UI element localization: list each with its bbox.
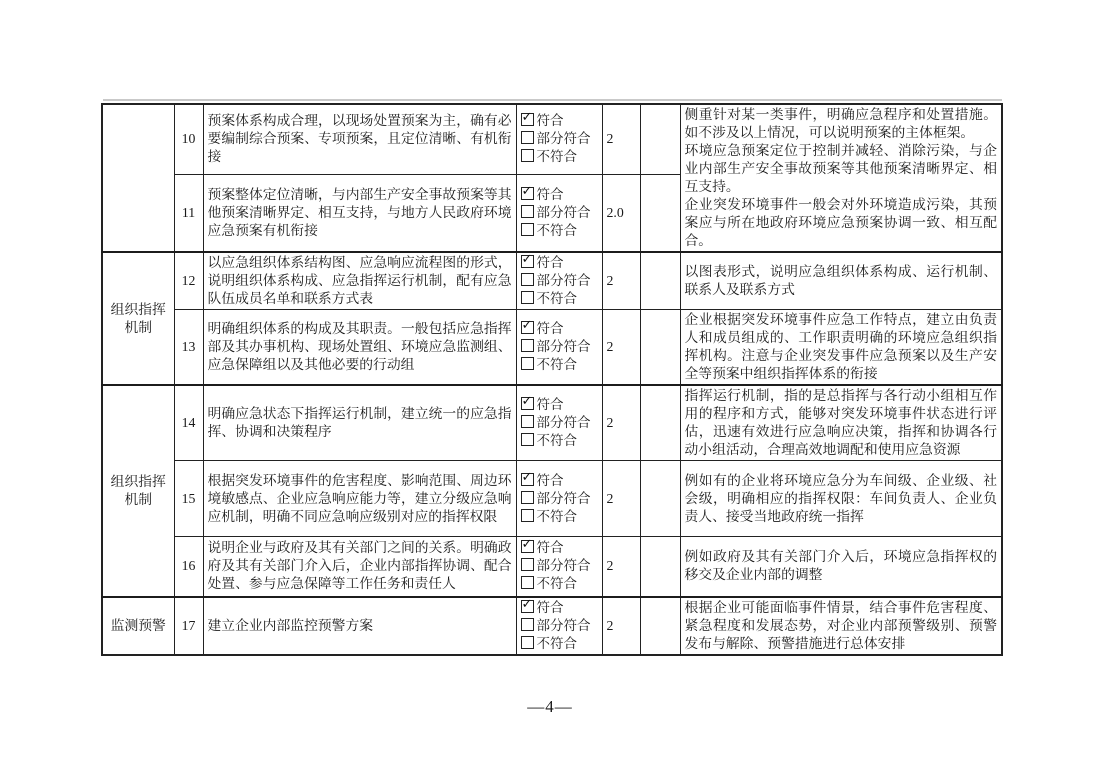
table-row bbox=[102, 252, 1002, 310]
conformity-options bbox=[516, 252, 602, 310]
checkbox-checked-icon bbox=[521, 473, 534, 486]
checkbox-unchecked-icon bbox=[521, 618, 534, 631]
option-nonconform bbox=[521, 508, 598, 526]
criterion-cell: 说明企业与政府及其有关部门之间的关系。明确政府及其有关部门介入后，企业内部指挥协调、配合处置、参与应急保障等工作任务和责任人 bbox=[203, 537, 516, 597]
option-label: 符合 bbox=[536, 472, 564, 488]
option-nonconform bbox=[521, 290, 598, 308]
criterion-cell: 以应急组织体系结构图、应急响应流程图的形式，说明组织体系构成、应急指挥运行机制，配有应急队伍成员名单和联系方式表 bbox=[203, 252, 516, 310]
checkbox-unchecked-icon bbox=[521, 291, 534, 304]
option-partial-conform bbox=[521, 338, 598, 356]
item-number: 14 bbox=[174, 385, 203, 461]
conformity-options bbox=[516, 310, 602, 386]
table-row bbox=[102, 310, 1002, 386]
conformity-options bbox=[516, 597, 602, 655]
blank-score-cell bbox=[640, 597, 680, 655]
criterion-cell: 根据突发环境事件的危害程度、影响范围、周边环境敏感点、企业应急响应能力等，建立分级应急响应机制，明确不同应急响应级别对应的指挥权限 bbox=[203, 461, 516, 537]
option-nonconform bbox=[521, 356, 598, 374]
blank-score-cell bbox=[640, 310, 680, 386]
option-conform bbox=[521, 539, 598, 557]
option-label: 部分符合 bbox=[536, 131, 591, 147]
score-cell: 2 bbox=[602, 461, 640, 537]
table-row bbox=[102, 385, 1002, 461]
option-label: 符合 bbox=[536, 321, 564, 336]
option-partial-conform bbox=[521, 490, 598, 508]
conformity-options bbox=[516, 385, 602, 461]
option-label: 不符合 bbox=[536, 635, 577, 651]
checkbox-checked-icon bbox=[521, 540, 534, 553]
remark-cell: 例如有的企业将环境应急分为车间级、企业级、社会级，明确相应的指挥权限：车间负责人、企业负责人、接受当地政府统一指挥 bbox=[680, 461, 1002, 537]
conformity-options bbox=[516, 537, 602, 597]
score-cell: 2 bbox=[602, 104, 640, 174]
option-nonconform bbox=[521, 222, 598, 240]
table-row bbox=[102, 537, 1002, 597]
blank-score-cell bbox=[640, 461, 680, 537]
remark-cell: 例如政府及其有关部门介入后，环境应急指挥权的移交及企业内部的调整 bbox=[680, 537, 1002, 597]
blank-score-cell bbox=[640, 174, 680, 252]
blank-score-cell bbox=[640, 537, 680, 597]
option-label: 部分符合 bbox=[536, 558, 591, 574]
checkbox-unchecked-icon bbox=[521, 273, 534, 286]
criterion-cell: 明确组织体系的构成及其职责。一般包括应急指挥部及其办事机构、现场处置组、环境应急监测组、应急保障组以及其他必要的行动组 bbox=[203, 310, 516, 386]
checkbox-unchecked-icon bbox=[521, 433, 534, 446]
category-cell: 组织指挥机制 bbox=[102, 252, 174, 385]
checkbox-unchecked-icon bbox=[521, 205, 534, 218]
remark-paragraph: 企业突发环境事件一般会对外环境造成污染，其预案应与所在地政府环境应急预案协调一致、相互配合。 bbox=[684, 197, 997, 248]
option-label: 符合 bbox=[536, 397, 564, 412]
remark-cell: 企业根据突发环境事件应急工作特点，建立由负责人和成员组成的、工作职责明确的环境应急组织指挥机构。注意与企业突发事件应急预案以及生产安全等预案中组织指挥体系的衔接 bbox=[680, 310, 1002, 386]
option-label: 不符合 bbox=[536, 576, 577, 592]
remark-paragraph: 侧重针对某一类事件，明确应急程序和处置措施。如不涉及以上情况，可以说明预案的主体框架。 bbox=[684, 107, 997, 140]
item-number: 10 bbox=[174, 104, 203, 174]
blank-score-cell bbox=[640, 252, 680, 310]
conformity-options bbox=[516, 461, 602, 537]
checkbox-unchecked-icon bbox=[521, 636, 534, 649]
checkbox-checked-icon bbox=[521, 255, 534, 268]
checkbox-unchecked-icon bbox=[521, 149, 534, 162]
remark-cell: 以图表形式，说明应急组织体系构成、运行机制、联系人及联系方式 bbox=[680, 252, 1002, 310]
checkbox-unchecked-icon bbox=[521, 509, 534, 522]
item-number: 15 bbox=[174, 461, 203, 537]
option-partial-conform bbox=[521, 617, 598, 635]
page-number: —4— bbox=[527, 697, 573, 716]
checkbox-unchecked-icon bbox=[521, 131, 534, 144]
option-nonconform bbox=[521, 635, 598, 653]
checkbox-checked-icon bbox=[521, 321, 534, 334]
checkbox-checked-icon bbox=[521, 113, 534, 126]
option-label: 不符合 bbox=[536, 433, 577, 448]
remark-cell: 指挥运行机制，指的是总指挥与各行动小组相互作用的程序和方式，能够对突发环境事件状态进行评估，迅速有效进行应急响应决策，指挥和协调各行动小组活动，合理高效地调配和使用应急资源 bbox=[680, 385, 1002, 461]
category-cell: 监测预警 bbox=[102, 597, 174, 655]
option-conform bbox=[521, 254, 598, 272]
option-label: 部分符合 bbox=[536, 204, 591, 220]
criterion-cell: 明确应急状态下指挥运行机制，建立统一的应急指挥、协调和决策程序 bbox=[203, 385, 516, 461]
option-partial-conform bbox=[521, 272, 598, 290]
conformity-options bbox=[516, 174, 602, 252]
blank-score-cell bbox=[640, 104, 680, 174]
option-nonconform bbox=[521, 148, 598, 166]
table-row bbox=[102, 461, 1002, 537]
option-label: 部分符合 bbox=[536, 339, 591, 354]
category-cell: 组织指挥机制 bbox=[102, 385, 174, 597]
criterion-cell: 预案整体定位清晰，与内部生产安全事故预案等其他预案清晰界定、相互支持，与地方人民政府环境应急预案有机衔接 bbox=[203, 174, 516, 252]
checkbox-unchecked-icon bbox=[521, 339, 534, 352]
option-conform bbox=[521, 112, 598, 130]
option-label: 部分符合 bbox=[536, 415, 591, 430]
option-partial-conform bbox=[521, 557, 598, 575]
checkbox-checked-icon bbox=[521, 600, 534, 613]
remark-paragraph: 环境应急预案定位于控制并减轻、消除污染，与企业内部生产安全事故预案等其他预案清晰界定、相互支持。 bbox=[684, 143, 997, 194]
option-nonconform bbox=[521, 575, 598, 593]
criterion-cell: 建立企业内部监控预警方案 bbox=[203, 597, 516, 655]
option-nonconform bbox=[521, 432, 598, 450]
option-conform bbox=[521, 320, 598, 338]
remark-cell bbox=[680, 104, 1002, 252]
checkbox-unchecked-icon bbox=[521, 558, 534, 571]
item-number: 12 bbox=[174, 252, 203, 310]
option-partial-conform bbox=[521, 414, 598, 432]
score-cell: 2 bbox=[602, 310, 640, 386]
option-conform bbox=[521, 599, 598, 617]
score-cell: 2.0 bbox=[602, 174, 640, 252]
option-conform bbox=[521, 186, 598, 204]
option-conform bbox=[521, 396, 598, 414]
score-cell: 2 bbox=[602, 537, 640, 597]
conformity-options bbox=[516, 104, 602, 174]
checkbox-checked-icon bbox=[521, 187, 534, 200]
option-label: 符合 bbox=[536, 255, 564, 270]
option-label: 部分符合 bbox=[536, 490, 591, 506]
checkbox-unchecked-icon bbox=[521, 491, 534, 504]
option-label: 不符合 bbox=[536, 291, 577, 306]
remark-cell: 根据企业可能面临事件情景，结合事件危害程度、紧急程度和发展态势，对企业内部预警级别、预警发布与解除、预警措施进行总体安排 bbox=[680, 597, 1002, 655]
option-label: 符合 bbox=[536, 540, 564, 556]
scan-artifact-line bbox=[103, 99, 1002, 101]
table-row bbox=[102, 104, 1002, 174]
checkbox-unchecked-icon bbox=[521, 223, 534, 236]
checkbox-unchecked-icon bbox=[521, 357, 534, 370]
option-label: 符合 bbox=[536, 113, 564, 129]
criterion-cell: 预案体系构成合理，以现场处置预案为主，确有必要编制综合预案、专项预案，且定位清晰、有机衔接 bbox=[203, 104, 516, 174]
option-label: 不符合 bbox=[536, 222, 577, 238]
option-label: 不符合 bbox=[536, 357, 577, 372]
score-cell: 2 bbox=[602, 597, 640, 655]
checkbox-unchecked-icon bbox=[521, 415, 534, 428]
item-number: 17 bbox=[174, 597, 203, 655]
item-number: 13 bbox=[174, 310, 203, 386]
checkbox-checked-icon bbox=[521, 397, 534, 410]
item-number: 11 bbox=[174, 174, 203, 252]
score-cell: 2 bbox=[602, 385, 640, 461]
score-cell: 2 bbox=[602, 252, 640, 310]
blank-score-cell bbox=[640, 385, 680, 461]
table-row bbox=[102, 597, 1002, 655]
item-number: 16 bbox=[174, 537, 203, 597]
option-label: 部分符合 bbox=[536, 617, 591, 633]
category-cell bbox=[102, 104, 174, 252]
option-label: 符合 bbox=[536, 186, 564, 202]
evaluation-table bbox=[101, 103, 1003, 656]
option-partial-conform bbox=[521, 204, 598, 222]
option-partial-conform bbox=[521, 130, 598, 148]
option-label: 符合 bbox=[536, 599, 564, 615]
checkbox-unchecked-icon bbox=[521, 576, 534, 589]
option-label: 不符合 bbox=[536, 508, 577, 524]
option-label: 部分符合 bbox=[536, 273, 591, 288]
option-conform bbox=[521, 472, 598, 490]
option-label: 不符合 bbox=[536, 149, 577, 165]
